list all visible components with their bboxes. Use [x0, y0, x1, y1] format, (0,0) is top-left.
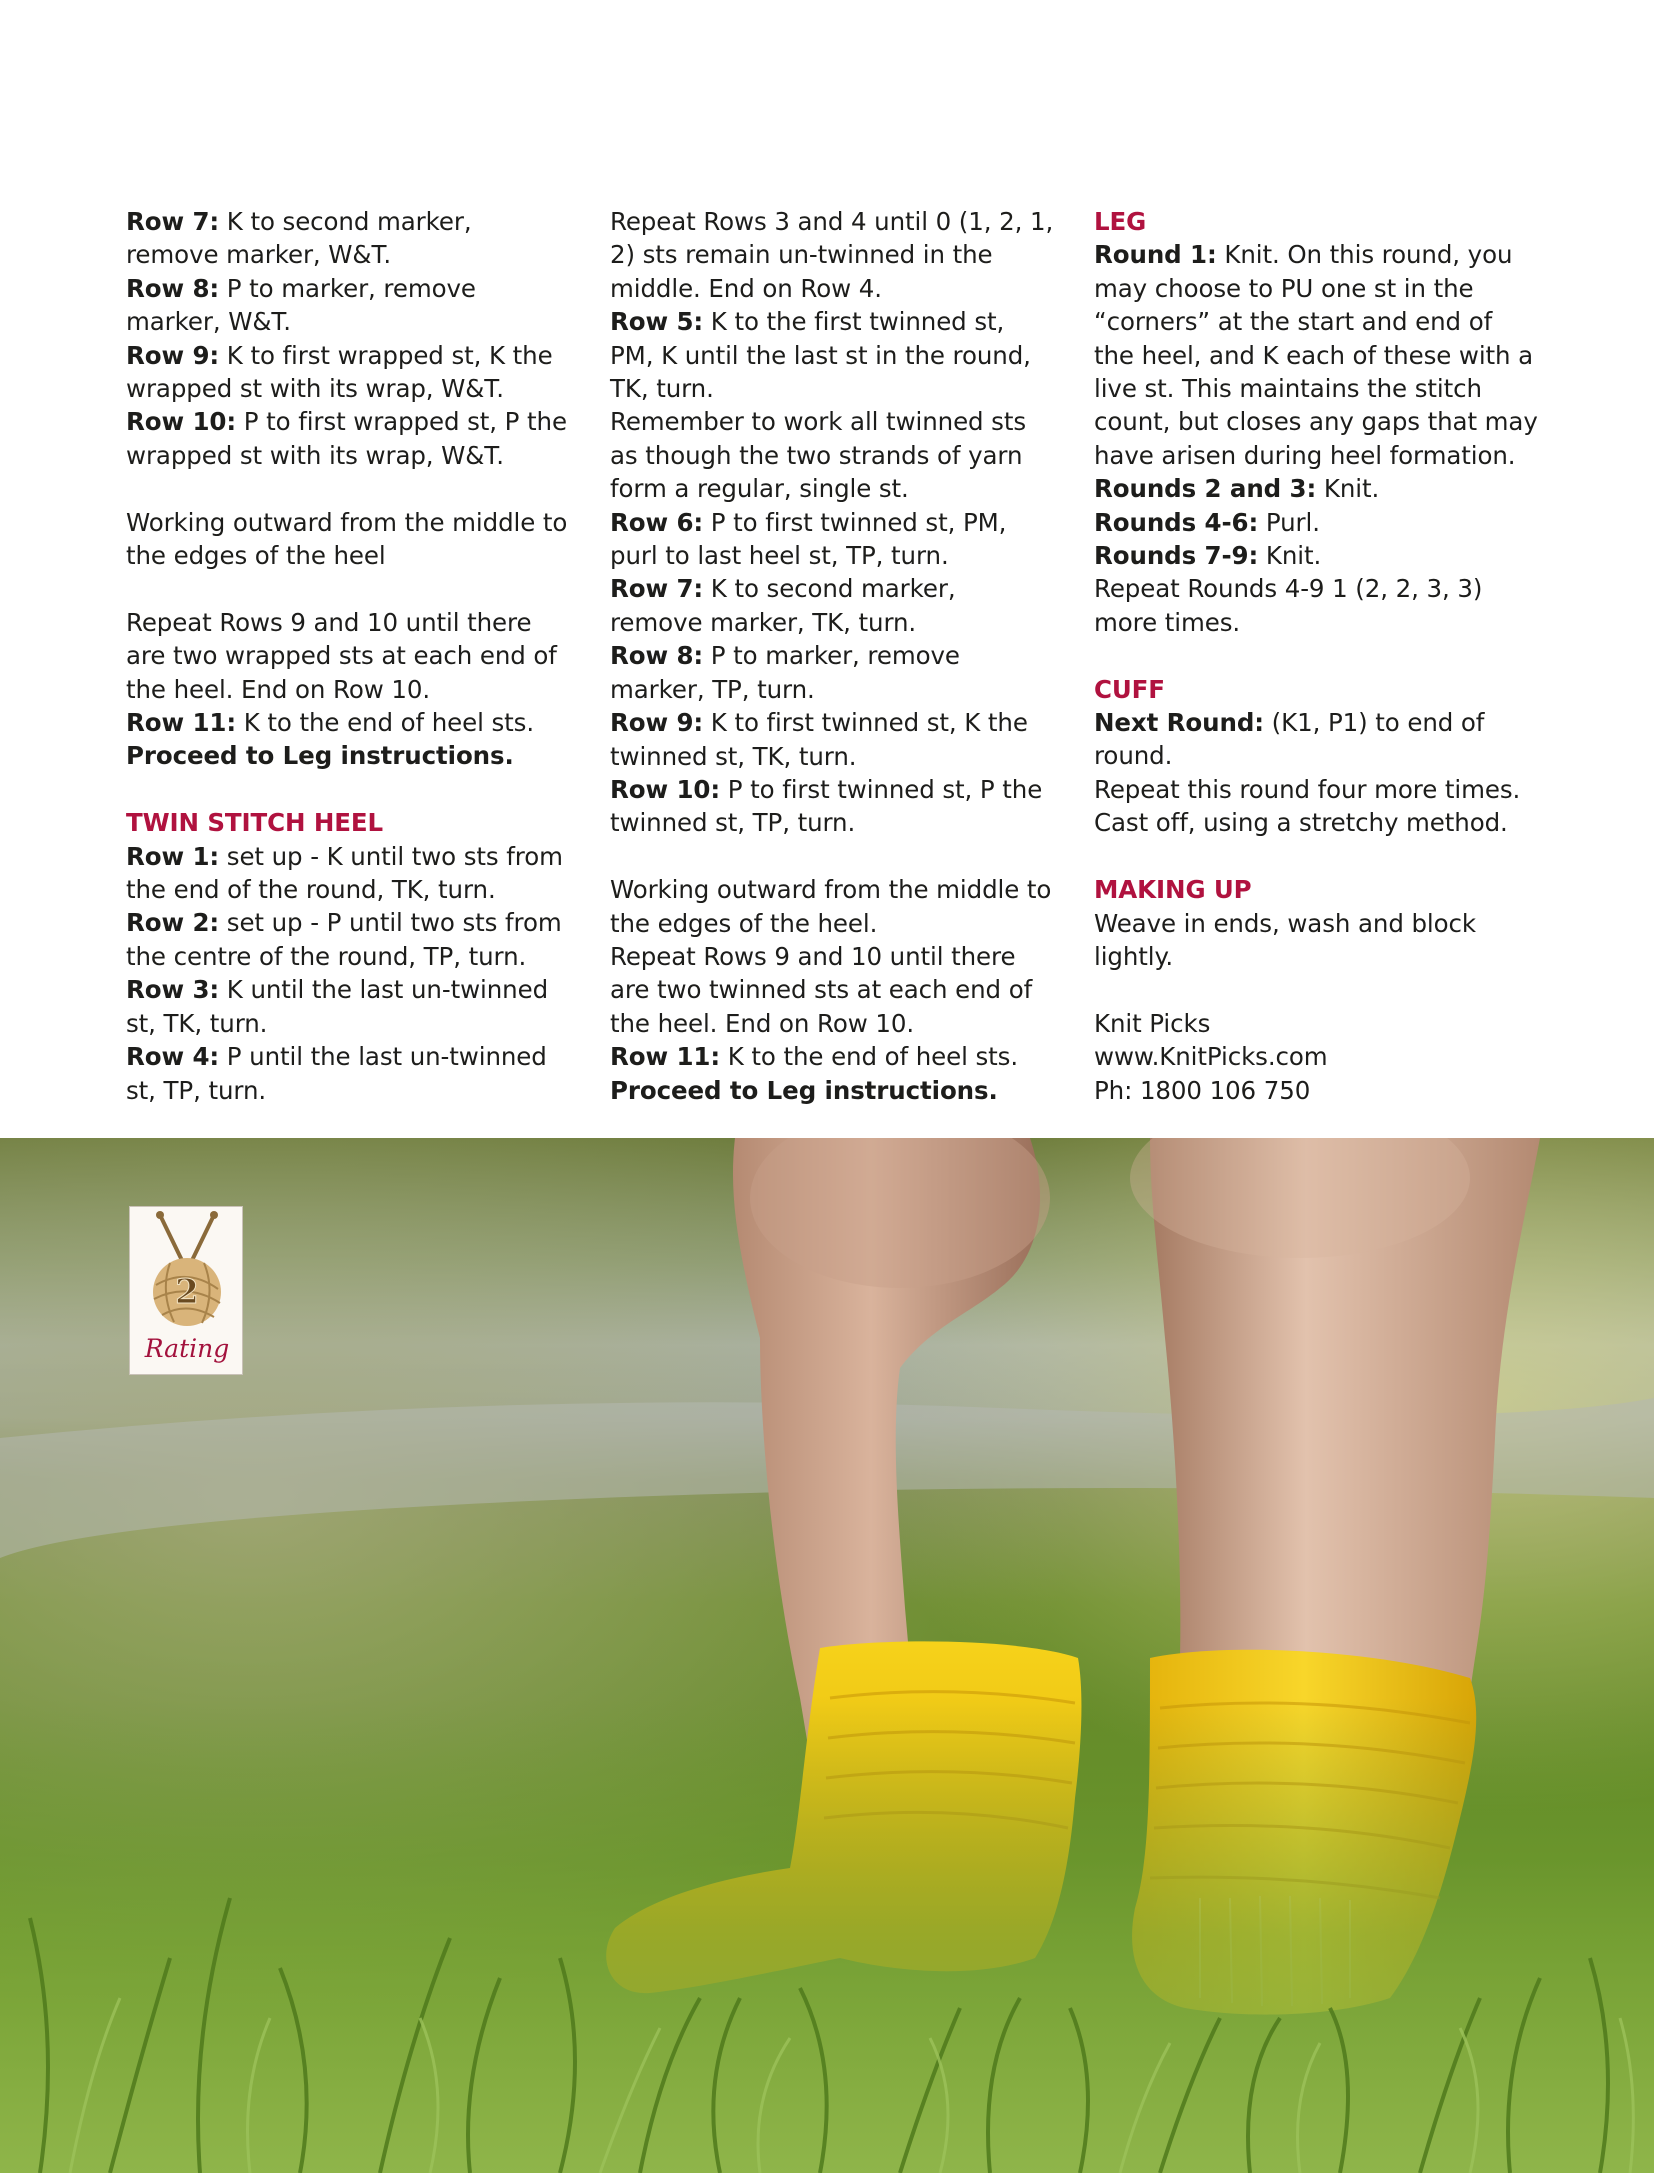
instruction-note: Cast off, using a stretchy method. [1094, 808, 1508, 838]
row-text: set up - K until two sts from the end of the round, TK, turn. [126, 841, 563, 905]
instruction-row [1094, 506, 1539, 539]
row-label: Row 9: [610, 708, 704, 738]
row-text: P until the last un-twinned st, TP, turn. [126, 1042, 547, 1105]
row-text: Knit. On this round, you may choose to PU one st in the “corners” at the start and end of the heel, and K each of these with a live st. This maintains the stitch count, but closes any gaps that may have arisen during heel formation. [1094, 240, 1538, 470]
row-text: Purl. [1258, 507, 1320, 537]
row-label: Row 7: [126, 207, 220, 236]
proceed-text: Proceed to Leg instructions. [126, 741, 514, 771]
row-label: Round 1: [1094, 240, 1217, 270]
row-text: K until the last un-twinned st, TK, turn. [126, 975, 549, 1038]
instruction-note: Working outward from the middle to the edges of the heel. [610, 875, 1052, 938]
row-text: K to the first twinned st, PM, K until the last st in the round, TK, turn. [610, 307, 1031, 404]
instruction-row [610, 506, 1055, 573]
instruction-row [126, 205, 571, 272]
row-text: K to the end of heel sts. [236, 708, 535, 738]
row-label: Row 5: [610, 307, 704, 337]
row-label: Next Round: [1094, 708, 1264, 738]
column-3 [1094, 205, 1539, 1107]
instruction-row [126, 973, 571, 1040]
instruction-note: Weave in ends, wash and block lightly. [1094, 908, 1476, 971]
row-label: Rounds 4-6: [1094, 507, 1259, 537]
instruction-row [126, 1040, 571, 1107]
row-label: Row 4: [126, 1042, 220, 1072]
instruction-row [1094, 539, 1539, 572]
instruction-row [610, 572, 1055, 639]
row-text: P to marker, remove marker, TP, turn. [610, 641, 960, 704]
row-text: set up - P until two sts from the centre of the round, TP, turn. [126, 908, 562, 971]
proceed-note [610, 1074, 1055, 1107]
row-label: Row 10: [610, 774, 721, 804]
yarn-ball-icon [130, 1207, 244, 1376]
instruction-row [1094, 238, 1539, 472]
row-label: Row 2: [126, 908, 220, 938]
supplier-website: www.KnitPicks.com [1094, 1042, 1328, 1072]
instruction-row [126, 339, 571, 406]
row-label: Row 6: [610, 507, 704, 537]
row-label: Row 9: [126, 340, 220, 370]
row-label: Row 8: [126, 273, 220, 303]
rating-label: Rating [144, 1334, 230, 1363]
instruction-row [1094, 706, 1539, 773]
row-text: K to second marker, remove marker, W&T. [126, 207, 472, 270]
instruction-row [610, 1040, 1055, 1073]
row-text: K to the end of heel sts. [720, 1042, 1019, 1072]
row-label: Row 8: [610, 641, 704, 671]
section-heading-making-up: MAKING UP [1094, 875, 1252, 905]
row-text: P to first wrapped st, P the wrapped st with its wrap, W&T. [126, 407, 567, 470]
instruction-note: Working outward from the middle to the edges of the heel [126, 507, 568, 571]
section-heading-twin-stitch-heel: TWIN STITCH HEEL [126, 808, 384, 838]
proceed-text: Proceed to Leg instructions. [610, 1075, 998, 1105]
instruction-note: Repeat Rows 9 and 10 until there are two wrapped sts at each end of the heel. End on Row 10. [126, 607, 557, 704]
instruction-note: Repeat this round four more times. [1094, 774, 1521, 804]
instruction-row [126, 906, 571, 973]
row-label: Row 7: [610, 574, 704, 604]
column-2 [610, 205, 1055, 1107]
row-text: Knit. [1258, 541, 1322, 571]
supplier-name: Knit Picks [1094, 1008, 1211, 1038]
instruction-row [610, 706, 1055, 773]
row-label: Row 11: [610, 1042, 721, 1072]
instruction-row [126, 706, 571, 739]
instruction-row [126, 272, 571, 339]
instruction-row [610, 639, 1055, 706]
instruction-row [126, 405, 571, 472]
supplier-phone: Ph: 1800 106 750 [1094, 1075, 1311, 1105]
section-heading-cuff: CUFF [1094, 674, 1165, 704]
row-text: P to first twinned st, PM, purl to last heel st, TP, turn. [610, 507, 1007, 571]
row-text: (K1, P1) to end of round. [1094, 708, 1485, 771]
instruction-row [1094, 472, 1539, 505]
row-label: Rounds 2 and 3: [1094, 474, 1317, 504]
instruction-note: Repeat Rounds 4-9 1 (2, 2, 3, 3) more times. [1094, 574, 1483, 637]
row-label: Row 11: [126, 708, 237, 738]
instruction-row [610, 773, 1055, 840]
row-text: P to marker, remove marker, W&T. [126, 273, 476, 337]
rating-number: 2 [175, 1272, 199, 1312]
instruction-row [610, 305, 1055, 405]
instruction-note: Repeat Rows 9 and 10 until there are two twinned sts at each end of the heel. End on Row 10. [610, 941, 1033, 1038]
row-label: Rounds 7-9: [1094, 541, 1259, 571]
row-text: K to second marker, remove marker, TK, turn. [610, 574, 956, 637]
column-1 [126, 205, 571, 1107]
instruction-row [126, 840, 571, 907]
row-text: Knit. [1316, 474, 1380, 504]
instruction-note: Remember to work all twinned sts as though the two strands of yarn form a regular, single st. [610, 407, 1027, 504]
row-label: Row 10: [126, 407, 237, 437]
row-text: K to first twinned st, K the twinned st, TK, turn. [610, 708, 1028, 771]
proceed-note [126, 739, 571, 772]
row-label: Row 3: [126, 975, 220, 1005]
row-text: K to first wrapped st, K the wrapped st with its wrap, W&T. [126, 340, 553, 404]
row-text: P to first twinned st, P the twinned st, TP, turn. [610, 774, 1043, 838]
row-label: Row 1: [126, 841, 220, 871]
section-heading-leg: LEG [1094, 207, 1147, 236]
rating-badge [129, 1206, 243, 1375]
baby-socks-photo [0, 1138, 1654, 2173]
instruction-note: Repeat Rows 3 and 4 until 0 (1, 2, 1, 2) sts remain un-twinned in the middle. End on Row 4. [610, 207, 1054, 303]
